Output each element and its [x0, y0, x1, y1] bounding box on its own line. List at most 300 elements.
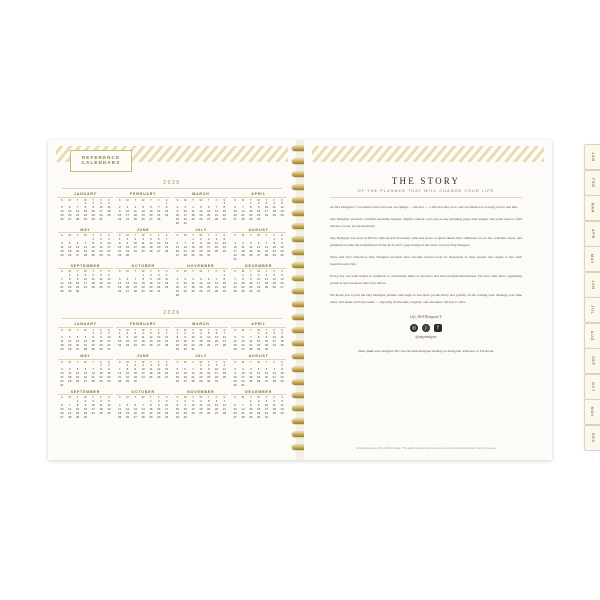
day-cell: 30	[99, 253, 103, 258]
day-cell: 22	[149, 411, 153, 416]
day-cell: 14	[222, 403, 226, 408]
day-cell: 14	[214, 281, 219, 286]
day-cell: 4	[192, 205, 194, 210]
week-row	[116, 218, 171, 222]
month-calendar	[174, 354, 229, 388]
week-row	[116, 254, 171, 258]
month-name: AUGUST	[231, 228, 286, 234]
day-cell: 6	[126, 277, 129, 282]
day-cell	[247, 384, 255, 388]
week-row	[116, 416, 171, 420]
tab-dec[interactable]	[584, 425, 600, 451]
month-name: APRIL	[231, 192, 286, 198]
day-cell: 9	[150, 277, 152, 282]
day-cell: 11	[133, 209, 137, 214]
day-cell: 26	[199, 289, 203, 294]
pinterest-icon[interactable]: ⓟ	[423, 325, 429, 332]
day-cell: 7	[76, 205, 79, 210]
dow-cell: W	[141, 395, 145, 400]
day-cell: 11	[99, 403, 103, 408]
day-cell: 18	[241, 249, 245, 254]
share-note-prefix: Share	[357, 349, 367, 354]
day-cell	[255, 258, 263, 262]
day-cell: 2	[134, 363, 137, 368]
dow-cell: S	[281, 359, 284, 364]
day-cell: 22	[249, 411, 253, 416]
month-calendar	[58, 192, 113, 226]
month-calendar	[231, 264, 286, 298]
dow-cell: F	[273, 233, 276, 238]
day-cell: 30	[264, 347, 269, 352]
tab-label: AUG	[590, 330, 595, 341]
day-cell: 3	[192, 399, 194, 404]
tab-may[interactable]	[584, 246, 600, 272]
week-row	[231, 384, 286, 388]
dow-cell: F	[100, 197, 102, 202]
day-cell: 22	[91, 343, 95, 348]
day-cell: 7	[265, 241, 268, 246]
tab-sep[interactable]	[584, 348, 600, 374]
day-cell: 9	[234, 371, 236, 376]
day-cell: 18	[264, 281, 269, 286]
day-cell: 13	[241, 339, 245, 344]
dow-cell: T	[134, 233, 137, 238]
day-cell: 22	[75, 411, 80, 416]
dow-cell: M	[126, 327, 129, 332]
day-cell: 19	[149, 245, 153, 250]
month-name: MAY	[58, 354, 113, 360]
day-cell: 26	[233, 347, 237, 352]
day-cell: 19	[68, 343, 72, 348]
day-cell: 13	[107, 277, 111, 282]
day-cell: 11	[272, 205, 276, 210]
day-cell: 6	[281, 273, 283, 278]
day-cell: 29	[118, 253, 122, 258]
day-cell: 16	[133, 371, 137, 376]
month-name: FEBRUARY	[116, 192, 171, 198]
day-cell: 28	[233, 289, 237, 294]
month-name: JUNE	[116, 228, 171, 234]
month-name: MAY	[58, 228, 113, 234]
day-cell: 24	[107, 249, 111, 254]
facebook-icon[interactable]: f	[434, 324, 442, 332]
dow-cell: T	[92, 233, 95, 238]
tab-oct[interactable]	[584, 374, 600, 400]
dow-cell: W	[199, 359, 203, 364]
day-cell: 3	[157, 273, 160, 278]
day-cell: 10	[214, 367, 219, 372]
day-cell: 11	[199, 335, 203, 340]
day-cell: 2	[257, 399, 260, 404]
day-cell: 2	[200, 237, 202, 242]
dow-cell: M	[68, 395, 71, 400]
day-cell: 29	[141, 289, 145, 294]
day-cell: 2	[249, 273, 252, 278]
day-cell: 6	[215, 399, 218, 404]
day-cell	[163, 380, 171, 384]
day-cell: 5	[68, 335, 71, 340]
day-cell: 25	[68, 379, 72, 384]
day-cell: 13	[233, 407, 237, 412]
dow-cell: F	[215, 197, 218, 202]
day-cell: 26	[222, 249, 226, 254]
dow-cell: M	[68, 233, 71, 238]
months-grid-2026	[58, 322, 286, 420]
day-cell: 4	[92, 273, 94, 278]
day-cell: 9	[157, 403, 160, 408]
day-cell: 14	[272, 371, 276, 376]
dow-cell: S	[176, 327, 179, 332]
year-divider	[62, 318, 282, 319]
day-cell: 28	[75, 217, 80, 222]
day-cell: 9	[207, 367, 210, 372]
story-paragraph: We invite you to join the Day Designer planner and begin to live more productively and joyfully in the coming year. Manage your time better and make each day easier — enjoying all the time, brighter, and adventure life has to offer.	[330, 293, 522, 304]
day-cell: 4	[223, 363, 226, 368]
day-cell: 10	[60, 371, 64, 376]
day-cell: 15	[91, 245, 95, 250]
right-page-the-story	[304, 140, 552, 460]
day-cell: 17	[83, 281, 87, 286]
day-cell: 15	[83, 209, 87, 214]
day-cell: 27	[125, 289, 130, 294]
day-cell: 10	[241, 371, 245, 376]
day-cell: 3	[100, 201, 102, 206]
day-cell: 27	[133, 415, 137, 420]
day-cell: 28	[91, 379, 95, 384]
day-cell: 13	[83, 371, 87, 376]
day-cell: 8	[118, 335, 121, 340]
day-cell: 11	[241, 245, 245, 250]
dow-cell: M	[184, 233, 187, 238]
dow-cell: F	[273, 395, 276, 400]
tab-feb[interactable]	[584, 170, 600, 196]
day-cell: 24	[264, 411, 269, 416]
day-cell: 9	[92, 205, 94, 210]
day-cell	[278, 384, 286, 388]
day-cell: 25	[264, 285, 269, 290]
day-cell: 25	[199, 411, 203, 416]
month-calendar	[231, 322, 286, 352]
tab-label: NOV	[590, 406, 595, 418]
day-cell	[89, 290, 97, 294]
dow-cell: T	[150, 395, 152, 400]
day-cell: 26	[118, 289, 122, 294]
tab-nov[interactable]	[584, 399, 600, 425]
day-cell: 25	[91, 285, 95, 290]
day-cell: 15	[141, 281, 145, 286]
day-cell: 5	[61, 205, 63, 210]
day-cell: 16	[257, 407, 261, 412]
day-cell: 17	[133, 339, 137, 344]
day-cell: 9	[126, 335, 129, 340]
day-cell: 23	[149, 285, 153, 290]
day-cell: 17	[191, 339, 195, 344]
day-cell	[105, 416, 113, 420]
day-cell: 19	[207, 407, 211, 412]
dow-cell: M	[241, 359, 245, 364]
day-cell: 22	[249, 213, 253, 218]
day-cell: 16	[175, 285, 180, 290]
day-cell: 10	[91, 403, 95, 408]
calendar-year-2025	[58, 180, 286, 298]
tab-jan[interactable]	[584, 144, 600, 170]
dow-cell: W	[84, 359, 87, 364]
day-cell: 29	[175, 347, 180, 352]
tab-aug[interactable]	[584, 323, 600, 349]
day-cell: 24	[91, 411, 95, 416]
day-cell: 8	[249, 403, 252, 408]
day-cell: 23	[183, 411, 187, 416]
dow-cell: T	[265, 327, 268, 332]
day-cell: 19	[125, 411, 130, 416]
dow-cell: S	[223, 327, 226, 332]
day-cell: 6	[257, 241, 260, 246]
dow-cell: T	[207, 197, 210, 202]
day-cell: 2	[176, 277, 179, 282]
day-cell: 15	[164, 209, 169, 214]
day-cell: 17	[241, 375, 245, 380]
day-cell: 24	[164, 411, 169, 416]
month-name: FEBRUARY	[116, 322, 171, 328]
day-cell: 19	[272, 281, 276, 286]
day-cell: 20	[164, 371, 169, 376]
day-cell: 18	[149, 371, 153, 376]
dow-cell: T	[207, 359, 210, 364]
day-cell: 29	[249, 415, 253, 420]
dow-cell: S	[281, 233, 284, 238]
day-cell: 7	[249, 335, 252, 340]
day-cell: 6	[68, 205, 71, 210]
day-cell: 18	[191, 285, 195, 290]
dow-cell: M	[126, 359, 129, 364]
day-cell: 20	[133, 411, 137, 416]
day-cell: 20	[83, 375, 87, 380]
day-cell: 11	[165, 277, 169, 282]
day-cell: 27	[207, 217, 211, 222]
day-cell: 25	[249, 379, 253, 384]
day-cell: 9	[184, 403, 187, 408]
day-cell: 6	[265, 367, 268, 372]
day-cell: 12	[125, 407, 130, 412]
day-cell: 6	[157, 331, 160, 336]
day-cell: 5	[76, 367, 79, 372]
tab-label: DEC	[590, 432, 595, 443]
dow-cell: M	[184, 359, 187, 364]
day-cell: 2	[281, 237, 283, 242]
day-cell: 27	[107, 285, 111, 290]
day-cell: 20	[68, 213, 72, 218]
day-cell: 22	[280, 375, 284, 380]
instagram-icon[interactable]: ◎	[411, 325, 417, 332]
day-cell: 14	[214, 209, 219, 214]
day-cell: 15	[249, 209, 253, 214]
day-cell: 31	[207, 253, 211, 258]
day-cell: 23	[125, 343, 130, 348]
day-cell: 17	[183, 213, 187, 218]
day-cell: 27	[149, 217, 153, 222]
day-cell: 8	[176, 403, 179, 408]
day-cell: 11	[222, 367, 226, 372]
day-cell: 18	[280, 339, 284, 344]
day-cell: 12	[68, 245, 72, 250]
day-cell: 17	[191, 407, 195, 412]
day-cell: 6	[242, 335, 244, 340]
tab-mar[interactable]	[584, 195, 600, 221]
dow-cell: T	[76, 359, 79, 364]
day-cell: 19	[222, 245, 226, 250]
day-cell: 2	[108, 363, 110, 368]
day-cell: 16	[125, 339, 130, 344]
day-cell: 9	[176, 209, 179, 214]
week-row	[174, 380, 229, 384]
day-cell: 12	[233, 339, 237, 344]
dow-cell: W	[84, 269, 87, 274]
day-cell: 2	[184, 331, 187, 336]
day-cell: 18	[133, 213, 137, 218]
day-cell: 11	[118, 407, 122, 412]
day-cell: 27	[207, 289, 211, 294]
dow-cell: T	[134, 359, 137, 364]
month-calendar	[174, 264, 229, 298]
day-cell: 14	[118, 371, 122, 376]
day-cell	[213, 294, 221, 298]
dow-cell: T	[265, 269, 268, 274]
day-cell: 26	[141, 217, 145, 222]
day-cell: 4	[61, 335, 63, 340]
day-cell: 3	[142, 363, 144, 368]
day-cell: 8	[249, 205, 252, 210]
day-cell: 19	[60, 213, 64, 218]
dow-cell: M	[126, 395, 129, 400]
day-cell: 11	[91, 277, 95, 282]
day-cell: 30	[257, 415, 261, 420]
dow-cell: T	[134, 197, 137, 202]
dow-cell: F	[157, 269, 160, 274]
day-cell: 7	[92, 367, 94, 372]
dow-cell: S	[234, 233, 237, 238]
day-cell: 10	[125, 209, 130, 214]
day-cell: 3	[134, 237, 137, 242]
day-cell: 4	[150, 363, 152, 368]
day-cell: 21	[157, 213, 161, 218]
day-cell: 26	[149, 343, 153, 348]
day-cell: 25	[141, 249, 145, 254]
day-cell: 12	[280, 403, 284, 408]
day-cell	[263, 290, 271, 294]
week-row	[116, 290, 171, 294]
tab-label: JAN	[590, 152, 595, 162]
day-cell: 29	[249, 217, 253, 222]
day-cell: 23	[118, 217, 122, 222]
day-cell: 25	[118, 415, 122, 420]
day-cell: 18	[60, 343, 64, 348]
day-cell: 14	[264, 245, 269, 250]
day-cell: 11	[280, 335, 284, 340]
open-planner-spread	[48, 140, 552, 460]
day-cell: 12	[68, 339, 72, 344]
day-cell: 29	[222, 289, 226, 294]
day-cell: 31	[183, 221, 187, 226]
dow-cell: F	[215, 233, 218, 238]
day-cell: 17	[264, 407, 269, 412]
dow-cell: S	[281, 197, 284, 202]
day-cell: 23	[157, 411, 161, 416]
dow-cell: M	[241, 269, 245, 274]
month-tabs[interactable]	[582, 140, 600, 460]
day-cell: 23	[249, 285, 253, 290]
day-cell	[163, 290, 171, 294]
day-cell: 1	[200, 363, 202, 368]
dow-cell: M	[184, 269, 187, 274]
day-cell: 12	[249, 245, 253, 250]
share-note-suffix: well-designed life! Use the #DayDesigner hashtag on Instagram, Pinterest, or Facebook.	[373, 349, 495, 354]
day-cell: 11	[149, 367, 153, 372]
dow-cell: W	[84, 233, 87, 238]
day-cell: 16	[183, 339, 187, 344]
tab-apr[interactable]	[584, 221, 600, 247]
dow-cell: T	[134, 269, 137, 274]
day-cell: 14	[164, 335, 169, 340]
week-row	[231, 416, 286, 420]
day-cell	[278, 218, 286, 222]
day-cell: 19	[118, 285, 122, 290]
week-row	[231, 258, 286, 262]
day-cell: 3	[257, 273, 260, 278]
day-cell	[220, 416, 228, 420]
tab-jul[interactable]	[584, 297, 600, 323]
tab-jun[interactable]	[584, 272, 600, 298]
day-cell: 25	[191, 217, 195, 222]
day-cell: 3	[234, 241, 236, 246]
dow-cell: T	[134, 327, 137, 332]
day-cell: 9	[257, 403, 260, 408]
day-cell	[270, 348, 278, 352]
month-name: MARCH	[174, 322, 229, 328]
day-cell: 21	[183, 249, 187, 254]
day-cell: 10	[107, 335, 111, 340]
day-cell: 21	[241, 213, 245, 218]
dow-cell: S	[60, 327, 63, 332]
day-cell: 16	[233, 375, 237, 380]
left-page-reference-calendars	[48, 140, 296, 460]
dow-cell: F	[273, 197, 276, 202]
day-cell: 20	[207, 213, 211, 218]
dow-cell: W	[257, 327, 260, 332]
day-cell: 5	[142, 205, 144, 210]
day-cell: 26	[99, 285, 103, 290]
day-cell: 12	[222, 241, 226, 246]
dow-cell: W	[199, 327, 203, 332]
day-cell: 24	[157, 285, 161, 290]
day-cell: 25	[164, 285, 169, 290]
dow-cell: W	[141, 359, 145, 364]
day-cell: 8	[92, 335, 94, 340]
month-name: NOVEMBER	[174, 390, 229, 396]
dow-cell: S	[176, 269, 179, 274]
day-cell: 18	[99, 407, 103, 412]
dow-cell: T	[192, 359, 194, 364]
dow-cell: T	[92, 359, 95, 364]
tab-label: APR	[590, 228, 595, 239]
dow-cell: S	[165, 327, 168, 332]
day-cell: 6	[157, 237, 160, 242]
day-cell: 21	[241, 411, 245, 416]
day-cell: 8	[118, 241, 121, 246]
dow-cell: W	[257, 269, 260, 274]
dow-cell: F	[273, 327, 276, 332]
social-handle: @daydesigner	[415, 335, 437, 340]
day-cell: 1	[223, 273, 226, 278]
